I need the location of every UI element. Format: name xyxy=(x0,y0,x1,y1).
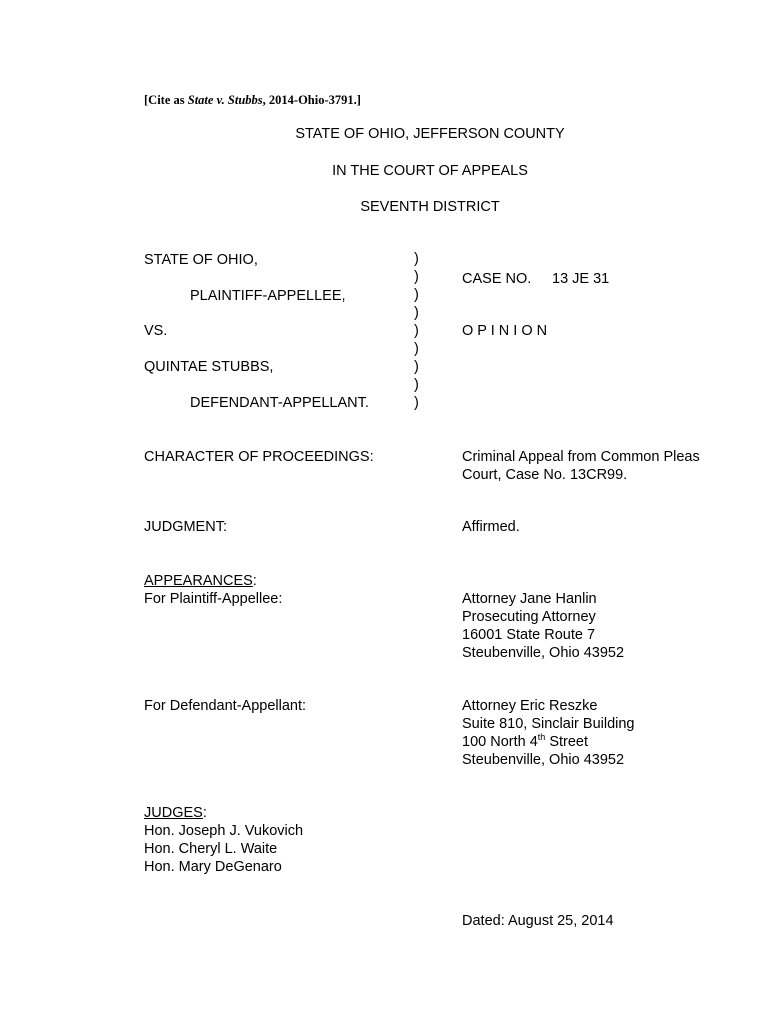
paren: ) xyxy=(414,359,419,375)
appellant-line: Suite 810, Sinclair Building xyxy=(462,716,635,732)
appearances-heading-text: APPEARANCES xyxy=(144,573,253,589)
judgment-value: Affirmed. xyxy=(462,519,520,535)
party-state-role: PLAINTIFF-APPELLEE, xyxy=(190,288,346,304)
court-name: IN THE COURT OF APPEALS xyxy=(332,163,528,179)
appearances-colon: : xyxy=(252,573,257,589)
judgment-label: JUDGMENT: xyxy=(144,519,227,535)
court-district: SEVENTH DISTRICT xyxy=(360,199,500,215)
party-defendant-role: DEFENDANT-APPELLANT. xyxy=(190,395,369,411)
paren: ) xyxy=(414,305,419,321)
dated-line: Dated: August 25, 2014 xyxy=(462,913,614,929)
appearances-heading xyxy=(144,572,257,590)
judge-name: Hon. Cheryl L. Waite xyxy=(144,841,278,857)
paren: ) xyxy=(414,395,419,411)
ordinal-suffix: th xyxy=(537,732,546,743)
cite-prefix: [Cite as xyxy=(144,93,188,107)
judge-name: Hon. Joseph J. Vukovich xyxy=(144,823,304,839)
appellant-counsel xyxy=(462,697,635,769)
cite-suffix: , 2014-Ohio-3791.] xyxy=(262,93,361,107)
appellant-line: Steubenville, Ohio 43952 xyxy=(462,752,625,768)
appellee-label: For Plaintiff-Appellee: xyxy=(144,591,283,607)
appellee-line: Attorney Jane Hanlin xyxy=(462,591,597,607)
judges-heading xyxy=(144,804,207,822)
party-state: STATE OF OHIO, xyxy=(144,252,258,268)
appellant-label: For Defendant-Appellant: xyxy=(144,698,307,714)
street-number: 100 North 4 xyxy=(462,734,538,750)
proceedings-line-2: Court, Case No. 13CR99. xyxy=(462,467,628,483)
appellant-line: Attorney Eric Reszke xyxy=(462,698,598,714)
paren: ) xyxy=(414,287,419,303)
paren: ) xyxy=(414,323,419,339)
paren: ) xyxy=(414,251,419,267)
judges-heading-text: JUDGES xyxy=(144,805,203,821)
paren: ) xyxy=(414,377,419,393)
proceedings-label: CHARACTER OF PROCEEDINGS: xyxy=(144,449,374,465)
appellee-line: 16001 State Route 7 xyxy=(462,627,596,643)
appellee-line: Steubenville, Ohio 43952 xyxy=(462,645,625,661)
appellant-line xyxy=(462,733,635,751)
paren: ) xyxy=(414,341,419,357)
judge-name: Hon. Mary DeGenaro xyxy=(144,859,282,875)
caption-parentheses xyxy=(414,250,419,412)
case-number-label: CASE NO. xyxy=(462,271,532,287)
street-name: Street xyxy=(545,734,589,750)
party-defendant: QUINTAE STUBBS, xyxy=(144,359,274,375)
citation-line xyxy=(144,92,361,108)
paren: ) xyxy=(414,269,419,285)
court-state-county: STATE OF OHIO, JEFFERSON COUNTY xyxy=(295,126,565,142)
versus: VS. xyxy=(144,323,168,339)
proceedings-line-1: Criminal Appeal from Common Pleas xyxy=(462,449,700,465)
case-number: 13 JE 31 xyxy=(552,271,610,287)
judges-list xyxy=(144,822,303,876)
appellee-counsel xyxy=(462,590,624,662)
cite-case-name: State v. Stubbs xyxy=(187,93,263,107)
judges-colon: : xyxy=(202,805,207,821)
opinion-title: O P I N I O N xyxy=(462,323,548,339)
appellee-line: Prosecuting Attorney xyxy=(462,609,596,625)
